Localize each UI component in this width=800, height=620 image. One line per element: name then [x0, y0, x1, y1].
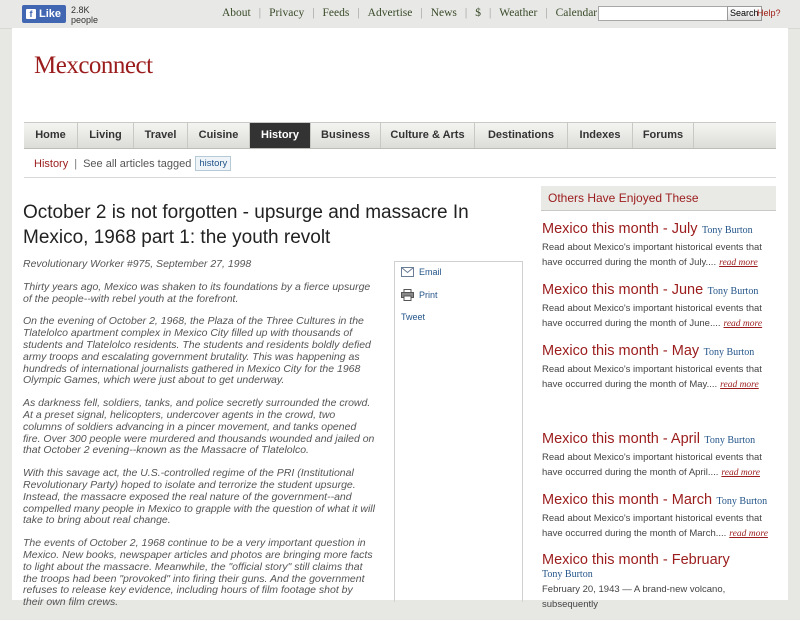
nav-feeds-link[interactable]: Feeds: [322, 7, 350, 19]
nav-about-link[interactable]: About: [222, 7, 251, 19]
related-title-link[interactable]: Mexico this month - July: [542, 221, 698, 237]
related-description-text: Read about Mexico's important historical events that have occurred during the month of May....: [542, 364, 762, 390]
nav-weather-link[interactable]: Weather: [499, 7, 538, 19]
search-help-link[interactable]: Help?: [757, 8, 781, 18]
related-description-text: Read about Mexico's important historical events that have occurred during the month of June....: [542, 303, 762, 329]
nav-separator: |: [258, 7, 262, 19]
related-description: [542, 363, 782, 392]
related-author[interactable]: Tony Burton: [704, 435, 756, 446]
related-heading: Others Have Enjoyed These: [541, 186, 776, 211]
related-entry: [542, 552, 782, 612]
related-author[interactable]: Tony Burton: [716, 496, 768, 507]
main-nav-travel[interactable]: Travel: [134, 123, 188, 148]
read-more-link[interactable]: read more: [729, 528, 768, 539]
tag-history-link[interactable]: history: [195, 156, 231, 171]
envelope-icon: [401, 267, 414, 277]
nav-separator: |: [357, 7, 360, 19]
article-paragraph: On the evening of October 2, 1968, the Plaza of the Three Cultures in the Tlatelolco apartment complex in Mexico City filled up with thousands of students and Tlatelolco residents. The students and residents boldly defied army troops and escalating government brutality. This was happening as hundreds of international journalists gathered in Mexico City for the 1968 Olympic Games, which were just about to get underway.: [23, 315, 371, 387]
nav-separator: |: [545, 7, 548, 19]
email-label: Email: [419, 267, 442, 277]
breadcrumb-see-all-label: See all articles tagged: [83, 157, 192, 170]
related-description: February 20, 1943 — A brand-new volcano, subsequently: [542, 584, 726, 610]
search-button[interactable]: Search: [727, 6, 762, 21]
site-logo[interactable]: Mexconnect: [34, 52, 153, 79]
related-title-link[interactable]: Mexico this month - February: [542, 552, 730, 568]
read-more-link[interactable]: read more: [720, 379, 759, 390]
related-title-link[interactable]: Mexico this month - March: [542, 492, 713, 508]
related-description: [542, 512, 782, 541]
nav-calendar-link[interactable]: Calendar: [555, 7, 598, 19]
article-title: October 2 is not forgotten - upsurge and massacre In Mexico, 1968 part 1: the youth revolt: [23, 202, 469, 248]
related-description-text: Read about Mexico's important historical events that have occurred during the month of March....: [542, 513, 762, 539]
read-more-link[interactable]: read more: [719, 257, 758, 268]
article-paragraph: The events of October 2, 1968 continue to be a very important question in Mexico. New books, newspaper articles and photos are bringing more facts to light about the massacre. Meanwhile, the "official story" still claims that the troops had been "provoked" into firing their guns. And the government refuses to release key evidence, including hours of film footage shot by their own film crews.: [23, 537, 373, 609]
article-paragraph: Thirty years ago, Mexico was shaken to its foundations by a fierce upsurge of the people--with rebel youth at the forefront.: [23, 280, 371, 305]
related-entry: [542, 491, 782, 541]
breadcrumb-separator: |: [74, 157, 78, 170]
related-description: [542, 302, 782, 331]
related-description-text: Read about Mexico's important historical events that have occurred during the month of April....: [542, 452, 762, 478]
main-nav-culture-arts[interactable]: Culture & Arts: [381, 123, 475, 148]
main-nav-living[interactable]: Living: [78, 123, 134, 148]
main-nav-indexes[interactable]: Indexes: [568, 123, 633, 148]
like-count-suffix: people: [71, 15, 99, 25]
utility-nav: [222, 7, 638, 19]
article-body: [23, 259, 376, 620]
email-link[interactable]: [401, 267, 442, 277]
related-author[interactable]: Tony Burton: [703, 347, 755, 358]
main-nav-history[interactable]: History: [250, 123, 311, 148]
related-entry: [542, 430, 782, 480]
read-more-link[interactable]: read more: [721, 467, 760, 478]
main-nav: [24, 122, 776, 149]
related-title-link[interactable]: Mexico this month - May: [542, 343, 700, 359]
related-description: [542, 241, 782, 270]
related-title-link[interactable]: Mexico this month - June: [542, 282, 704, 298]
nav-separator: |: [420, 7, 423, 19]
related-description: [542, 451, 782, 480]
nav-separator: |: [464, 7, 468, 19]
printer-icon: [401, 289, 414, 301]
related-entry: [542, 220, 782, 270]
page-content: [12, 28, 788, 610]
main-nav-forums[interactable]: Forums: [633, 123, 694, 148]
read-more-link[interactable]: read more: [723, 318, 763, 329]
facebook-like-widget: [22, 5, 98, 25]
main-nav-destinations[interactable]: Destinations: [475, 123, 568, 148]
related-description-text: Read about Mexico's important historical events that have occurred during the month of July....: [542, 242, 762, 268]
like-count: [71, 5, 98, 25]
article-paragraph: As darkness fell, soldiers, tanks, and police secretly surrounded the crowd. At a preset signal, helicopters, undercover agents in the crowd, two columns of soldiers advancing in a pincer movement, and tanks opened fire. Over 300 people were murdered and thousands wounded and jailed on that October 2 evening--known as the Massacre of Tlatelolco.: [23, 397, 375, 457]
share-box: [394, 261, 523, 602]
related-entry: [542, 342, 782, 392]
print-label: Print: [419, 290, 438, 300]
main-nav-home[interactable]: Home: [24, 123, 78, 148]
article-byline: Revolutionary Worker #975, September 27, 1998: [23, 258, 252, 270]
nav-news-link[interactable]: News: [430, 7, 457, 19]
facebook-icon: f: [26, 9, 36, 19]
related-title-link[interactable]: Mexico this month - April: [542, 431, 700, 447]
nav-separator: |: [488, 7, 492, 19]
related-author[interactable]: Tony Burton: [542, 569, 593, 580]
like-label: Like: [39, 8, 62, 20]
related-author[interactable]: Tony Burton: [707, 286, 759, 297]
related-author[interactable]: Tony Burton: [701, 225, 753, 236]
breadcrumb: [34, 156, 231, 171]
top-bar: [0, 0, 800, 29]
nav-privacy-link[interactable]: Privacy: [269, 7, 305, 19]
divider: [24, 177, 776, 178]
nav-currency-link[interactable]: $: [475, 7, 481, 19]
tweet-link[interactable]: Tweet: [401, 312, 426, 322]
nav-advertise-link[interactable]: Advertise: [367, 7, 413, 19]
related-entry: [542, 281, 782, 331]
article-paragraph: With this savage act, the U.S.-controlled regime of the PRI (Institutional Revolutionary Party) hoped to isolate and terrorize the student upsurge. Instead, the massacre exposed the real nature of the government--and compelled many people in Mexico to grapple with the question of what it will take to bring about real change.: [23, 467, 375, 527]
facebook-like-button[interactable]: [22, 5, 66, 23]
print-link[interactable]: [401, 289, 438, 301]
main-nav-cuisine[interactable]: Cuisine: [188, 123, 250, 148]
search-input[interactable]: [598, 6, 728, 21]
nav-separator: |: [312, 7, 315, 19]
main-nav-business[interactable]: Business: [311, 123, 381, 148]
like-count-value: 2.8K: [71, 5, 90, 15]
breadcrumb-section-link[interactable]: History: [34, 157, 69, 170]
